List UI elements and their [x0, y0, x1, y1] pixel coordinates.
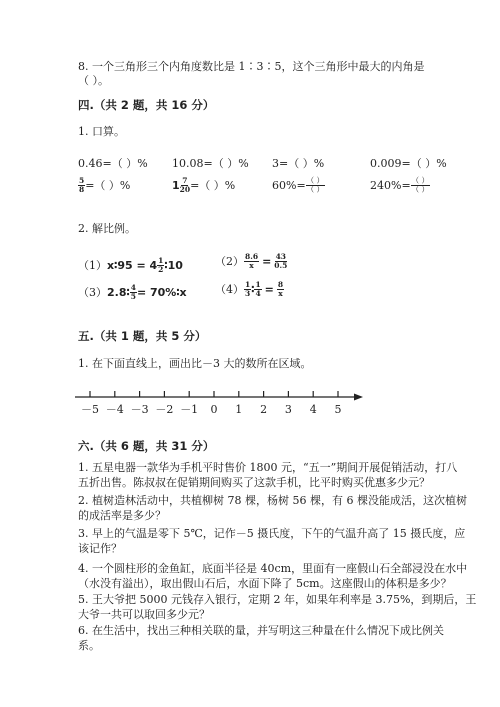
calc-item-3: 3=（ ）%: [272, 157, 325, 170]
fraction: $\frac{7}{20}$: [179, 176, 191, 194]
fraction: $\frac{1}{4}$: [255, 280, 261, 298]
question-line: 4. 一个圆柱形的金鱼缸，底面半径是 40cm，里面有一座假山石全部浸没在水中: [78, 562, 468, 575]
whole-number: 1: [172, 178, 180, 192]
equals-sign: =: [262, 254, 272, 268]
calc-item-7: [272, 177, 325, 194]
equals-sign: =: [264, 282, 274, 296]
calc-item-5: [78, 177, 130, 194]
calc-item-6: [172, 177, 235, 194]
calc-item-1: 0.46=（ ）%: [78, 157, 148, 170]
proportion-1: [78, 257, 183, 274]
proportion-3: [78, 284, 187, 301]
question-line: 大爷一共可以取回多少元？: [78, 608, 210, 621]
arrow-right-icon: [354, 394, 363, 401]
question-line: 6. 在生活中，找出三种相关联的量，并写明这三种量在什么情况下成比例关: [78, 624, 444, 637]
fraction: $\frac{1}{3}$: [245, 280, 251, 298]
proportion-4: [215, 281, 284, 298]
proportion-2-label: （2）: [215, 254, 244, 268]
tick-label: 5: [334, 403, 342, 416]
tick-label: －5: [81, 403, 99, 416]
proportion-1-label: （1）: [78, 258, 107, 272]
fraction-blank: $\frac{( )}{( )}$: [411, 176, 430, 194]
tick-label: 1: [235, 403, 243, 416]
fraction: $\frac{8.6}{x}$: [245, 252, 259, 270]
fraction: $\frac{4}{5}$: [130, 283, 136, 301]
proportion-3-label: （3）: [78, 285, 107, 299]
question-line: 1. 五星电器一款华为手机平时售价 1800 元，“五一”期间开展促销活动，打八: [78, 461, 458, 474]
calc-item-8: [370, 177, 430, 194]
section-4-q1-label: 1. 口算。: [78, 125, 125, 138]
calc-item-8-pre: 240%=: [370, 178, 411, 192]
section-5-title: 五.（共 1 题，共 5 分）: [78, 329, 207, 343]
fraction: $\frac{5}{8}$: [79, 176, 85, 194]
section-4-q2-label: 2. 解比例。: [78, 222, 136, 235]
tick-label: －2: [155, 403, 174, 416]
tick-label: 2: [260, 403, 268, 416]
tick-label: －4: [105, 403, 124, 416]
proportion-2: [215, 253, 287, 270]
question-line: 3. 早上的气温是零下 5℃，记作－5 摄氏度，下午的气温升高了 15 摄氏度，应: [78, 527, 466, 540]
tick-label: 3: [284, 403, 292, 416]
tick-label: －1: [180, 403, 199, 416]
calc-item-2: 10.08=（ ）%: [172, 157, 249, 170]
question-8-line1: 8. 一个三角形三个内角度数比是 1∶3∶5，这个三角形中最大的内角是: [78, 60, 425, 73]
fraction: $\frac{8}{x}$: [277, 280, 284, 298]
section-5-q1: 1. 在下面直线上，画出比－3 大的数所在区域。: [78, 357, 312, 370]
question-line: 5. 王大爷把 5000 元钱存入银行，定期 2 年，如果年利率是 3.75%，到期后，王: [78, 593, 477, 606]
calc-item-4: 0.009=（ ）%: [370, 157, 447, 170]
proportion-1-pre: x∶95 = 4: [107, 258, 158, 272]
proportion-3-pre: 2.8∶: [107, 285, 130, 299]
question-line: 五折出售。陈叔叔在促销期间购买了这款手机，比平时购买优惠多少元？: [78, 476, 430, 489]
question-8-line2: （ ）。: [78, 74, 109, 87]
tick-label: 0: [210, 403, 218, 416]
number-line: [70, 385, 370, 425]
calc-item-6-rest: =（ ）%: [190, 178, 236, 192]
tick-label: 4: [309, 403, 317, 416]
calc-item-5-rest: =（ ）%: [85, 178, 131, 192]
tick-label: －3: [130, 403, 149, 416]
section-6-title: 六.（共 6 题，共 31 分）: [78, 439, 215, 453]
fraction: $\frac{1}{2}$: [158, 256, 164, 274]
question-line: 的成活率是多少？: [78, 509, 166, 522]
fraction: $\frac{43}{0.5}$: [274, 252, 288, 270]
proportion-3-post: = 70%∶x: [136, 285, 187, 299]
question-line: （水没有溢出），取出假山石后，水面下降了 5cm。这座假山的体积是多少？: [78, 577, 452, 590]
ratio-colon: ∶: [251, 282, 255, 296]
fraction-blank: $\frac{( )}{( )}$: [306, 176, 325, 194]
question-line: 2. 植树造林活动中，共植柳树 78 棵，杨树 56 棵，有 6 棵没能成活，这次植树: [78, 494, 467, 507]
proportion-4-label: （4）: [215, 282, 244, 296]
question-line: 该记作？: [78, 542, 122, 555]
section-4-title: 四.（共 2 题，共 16 分）: [78, 98, 215, 112]
calc-item-7-pre: 60%=: [272, 178, 306, 192]
proportion-1-post: ∶10: [164, 258, 183, 272]
question-line: 系。: [78, 639, 100, 652]
